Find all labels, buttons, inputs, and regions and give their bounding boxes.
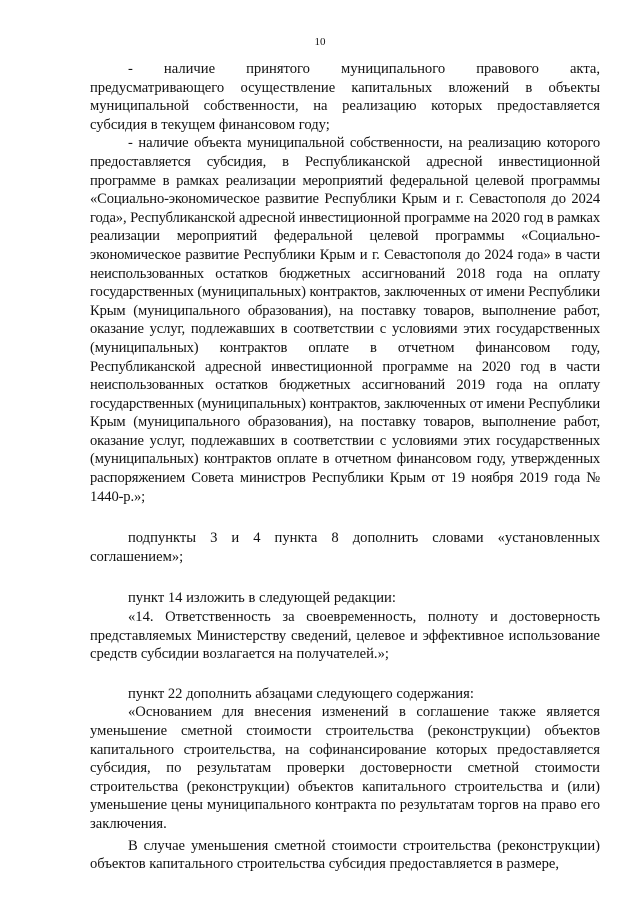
spacer (90, 566, 600, 589)
paragraph-condition-investment-program: - наличие объекта муниципальной собственности, на реализацию которого предоставляется субсидия, в Республиканской адресной инвестиционной программе в рамках реализации мероприятий федеральной целевой программы «Социально-экономическое развитие Республики Крым и г. Севастополя до 2024 года», Республиканской адресной инвестиционной программе на 2020 год в рамках реализации мероприятий федеральной целевой программы «Социально-экономическое развитие Республики Крым и г. Севастополя до 2024 года» в части неиспользованных остатков бюджетных ассигнований 2018 года на оплату государственных (муниципальных) контрактов, заключенных от имени Республики Крым (муниципального образования), на поставку товаров, выполнение работ, оказание услуг, подлежавших в соответствии с условиями этих государственных (муниципальных) контрактов оплате в отчетном финансовом году, Республиканской адресной инвестиционной программе на 2020 год в части неиспользованных остатков бюджетных ассигнований 2019 года на оплату государственных (муниципальных) контрактов, заключенных от имени Республики Крым (муниципального образования), на поставку товаров, выполнение работ, оказание услуг, подлежавших в соответствии с условиями этих государственных (муниципальных) контрактов оплате в отчетном финансовом году, утвержденных распоряжением Совета министров Республики Крым от 19 ноября 2019 года № 1440-р.»; (90, 135, 600, 505)
page-number: 10 (314, 36, 326, 48)
paragraph-condition-legal-act: - наличие принятого муниципального правового акта, предусматривающего осуществление капитальных вложений в объекты муниципальной собственности, на реализацию которых предоставляется субсидия в текущем финансовом году; (90, 61, 600, 133)
paragraph-subclauses-3-4: подпункты 3 и 4 пункта 8 дополнить словами «установленных соглашением»; (90, 530, 600, 565)
spacer (90, 506, 600, 529)
paragraph-clause-22-reduction: В случае уменьшения сметной стоимости строительства (реконструкции) объектов капитального строительства субсидия предоставляется в размере, (90, 837, 600, 873)
document-body (90, 60, 600, 874)
spacer (90, 664, 600, 685)
paragraph-clause-14-intro: пункт 14 изложить в следующей редакции: (128, 590, 396, 607)
paragraph-clause-22-basis: «Основанием для внесения изменений в соглашение также является уменьшение сметной стоимости строительства (реконструкции) объектов капитального строительства, на софинансирование которых предоставляется субсидия, по результатам проверки достоверности сметной стоимости строительства (реконструкции) объектов капитального строительства и (или) уменьшение цены муниципального контракта по результатам торгов на право его заключения. (90, 704, 600, 832)
paragraph-clause-22-intro: пункт 22 дополнить абзацами следующего содержания: (128, 685, 474, 702)
paragraph-clause-14-text: «14. Ответственность за своевременность, полноту и достоверность представляемых Министерству сведений, целевое и эффективное использование средств субсидии возлагается на получателей.»; (90, 609, 600, 663)
